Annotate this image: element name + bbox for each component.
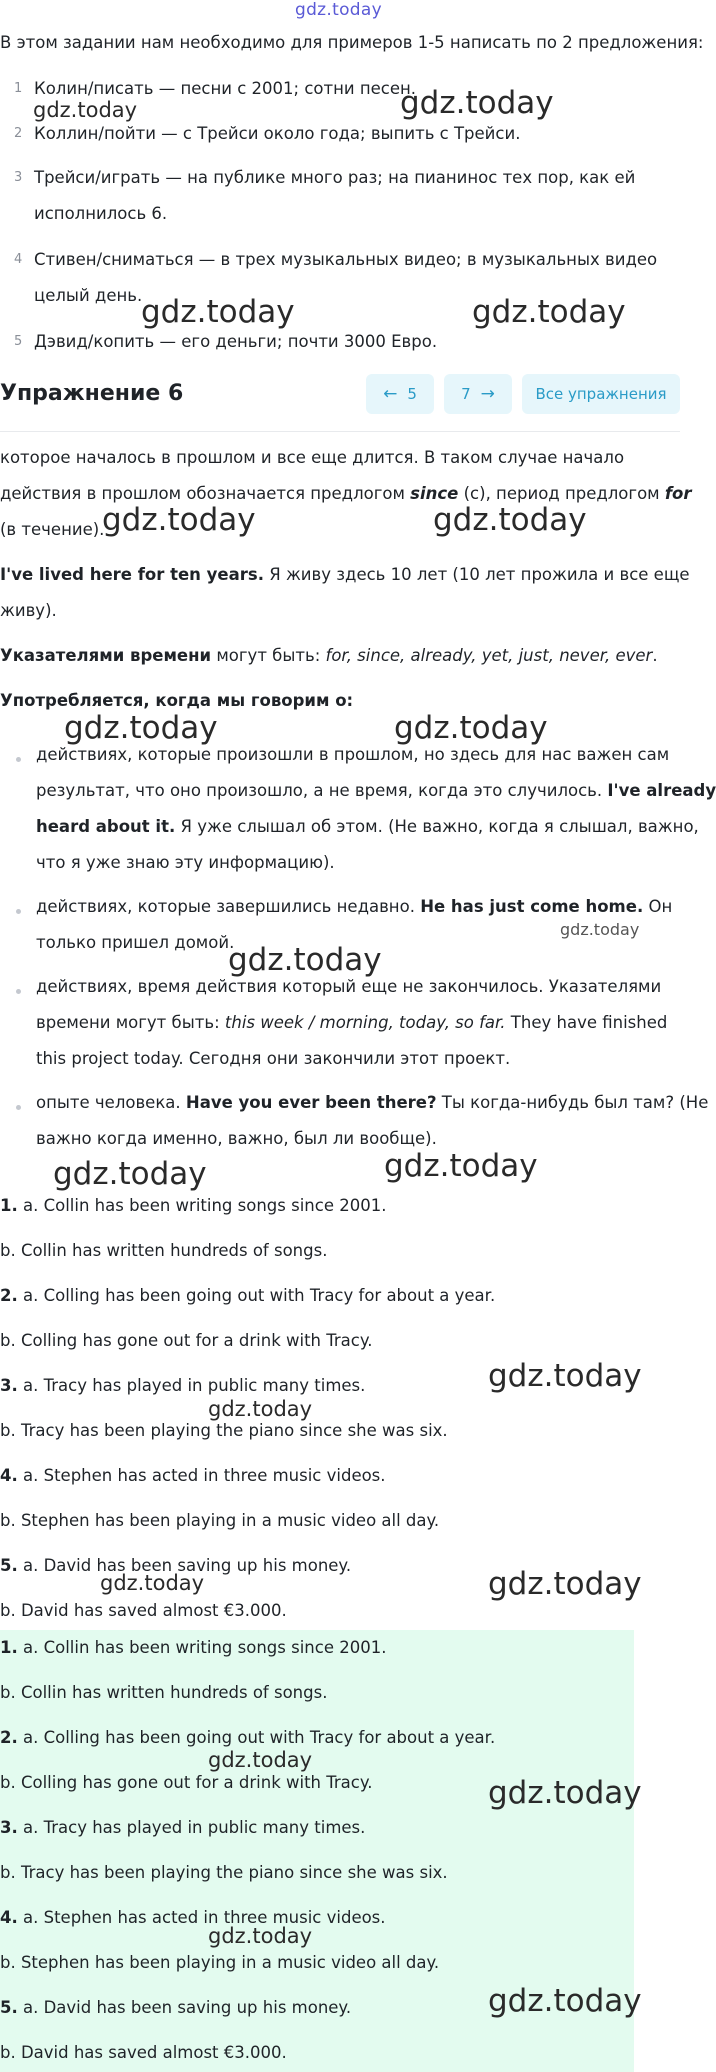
bullet-dot bbox=[16, 909, 21, 914]
answer-number: 3. bbox=[0, 1376, 18, 1395]
header-divider bbox=[0, 431, 680, 432]
keyword-for: for bbox=[664, 484, 692, 503]
answer-a: a. Collin has been writing songs since 2001. bbox=[17, 1638, 387, 1657]
answer-number: 5. bbox=[0, 1556, 18, 1575]
task-number: 5 bbox=[14, 334, 23, 349]
arrow-left-icon: ← bbox=[383, 384, 398, 404]
site-logo[interactable]: gdz.today bbox=[295, 0, 382, 20]
answer-a: a. Collin has been writing songs since 2001. bbox=[17, 1196, 387, 1215]
task-number: 3 bbox=[14, 170, 23, 185]
answer-line bbox=[0, 1376, 365, 1395]
answer-line bbox=[0, 1728, 495, 1747]
bullet-example: I've already bbox=[607, 781, 716, 800]
all-exercises-button[interactable] bbox=[522, 374, 680, 414]
bullet-text: действиях, время действия который еще не закончилось. Указателями bbox=[36, 977, 662, 996]
next-exercise-button[interactable] bbox=[444, 374, 512, 414]
answer-number: 5. bbox=[0, 1998, 18, 2017]
all-exercises-label: Все упражнения bbox=[535, 385, 667, 403]
watermark: gdz.today bbox=[100, 1571, 205, 1595]
answer-line bbox=[0, 1638, 386, 1657]
answer-a: a. David has been saving up his money. bbox=[17, 1998, 352, 2017]
watermark: gdz.today bbox=[488, 1358, 642, 1394]
bullet-text: что я уже знаю эту информацию). bbox=[36, 853, 335, 872]
answer-line: b. Tracy has been playing the piano since she was six. bbox=[0, 1421, 448, 1440]
answer-number: 2. bbox=[0, 1728, 18, 1747]
exercise-title: Упражнение 6 bbox=[0, 381, 184, 406]
bullet-text-part: Ты когда-нибудь был там? (Не bbox=[436, 1093, 709, 1112]
answer-line: b. Tracy has been playing the piano since she was six. bbox=[0, 1863, 448, 1882]
task-number: 2 bbox=[14, 126, 23, 141]
task-line: Колин/писать — песни с 2001; сотни песен. bbox=[34, 79, 417, 98]
theory-text-part: действия в прошлом обозначается предлогом bbox=[0, 484, 411, 503]
answer-a: a. Tracy has played in public many times. bbox=[17, 1818, 366, 1837]
answer-number: 4. bbox=[0, 1908, 18, 1927]
answer-line bbox=[0, 1908, 386, 1927]
watermark: gdz.today bbox=[394, 710, 548, 746]
bullet-text-part: Я уже слышал об этом. (Не важно, когда я слышал, важно, bbox=[175, 817, 699, 836]
answer-a: a. Stephen has acted in three music videos. bbox=[17, 1466, 386, 1485]
next-exercise-label: 7 bbox=[461, 385, 471, 403]
watermark: gdz.today bbox=[472, 294, 626, 330]
answer-a: a. Colling has been going out with Tracy for about a year. bbox=[17, 1728, 496, 1747]
answer-line: b. Colling has gone out for a drink with Tracy. bbox=[0, 1331, 373, 1350]
answer-a: a. David has been saving up his money. bbox=[17, 1556, 352, 1575]
bullet-text-part: действиях, которые завершились недавно. bbox=[36, 897, 421, 916]
answer-line: b. Colling has gone out for a drink with Tracy. bbox=[0, 1773, 373, 1792]
watermark: gdz.today bbox=[400, 85, 554, 121]
answer-a: a. Colling has been going out with Tracy for about a year. bbox=[17, 1286, 496, 1305]
bullet-dot bbox=[16, 989, 21, 994]
watermark: gdz.today bbox=[64, 710, 218, 746]
intro-text: В этом задании нам необходимо для примеров 1-5 написать по 2 предложения: bbox=[0, 33, 704, 52]
task-line: Коллин/пойти — с Трейси около года; выпить с Трейси. bbox=[34, 124, 521, 143]
theory-text: которое началось в прошлом и все еще длится. В таком случае начало bbox=[0, 448, 625, 467]
markers-end: . bbox=[652, 646, 658, 665]
watermark: gdz.today bbox=[208, 1924, 313, 1948]
watermark: gdz.today bbox=[488, 1566, 642, 1602]
bullet-text-part: They have finished bbox=[505, 1013, 668, 1032]
prev-exercise-label: 5 bbox=[407, 385, 417, 403]
watermark: gdz.today bbox=[208, 1748, 313, 1772]
answer-number: 4. bbox=[0, 1466, 18, 1485]
bullet-text: только пришел домой. bbox=[36, 933, 235, 952]
bullet-text-part: опыте человека. bbox=[36, 1093, 186, 1112]
markers-mid: могут быть: bbox=[211, 646, 326, 665]
answer-line: b. Stephen has been playing in a music video all day. bbox=[0, 1511, 440, 1530]
bullet-text bbox=[36, 817, 699, 836]
task-number: 1 bbox=[14, 81, 23, 96]
bullet-text bbox=[36, 897, 672, 916]
bullet-text: действиях, которые произошли в прошлом, но здесь для нас важен сам bbox=[36, 745, 670, 764]
watermark: gdz.today bbox=[228, 942, 382, 978]
watermark: gdz.today bbox=[53, 1156, 207, 1192]
bullet-text-part: Он bbox=[643, 897, 673, 916]
watermark: gdz.today bbox=[488, 1983, 642, 2019]
bullet-text bbox=[36, 1093, 708, 1112]
markers-list: for, since, already, yet, just, never, ever bbox=[325, 646, 653, 665]
watermark: gdz.today bbox=[102, 502, 256, 538]
bullet-example: heard about it. bbox=[36, 817, 176, 836]
task-line: Трейси/играть — на публике много раз; на пианинос тех пор, как ей bbox=[34, 168, 636, 187]
example-sentence bbox=[0, 565, 690, 584]
bullet-text-part: результат, что оно произошло, а не время, когда это случилось. bbox=[36, 781, 608, 800]
bullet-text bbox=[36, 781, 716, 800]
watermark: gdz.today bbox=[384, 1148, 538, 1184]
answer-a: a. Stephen has acted in three music videos. bbox=[17, 1908, 386, 1927]
markers-label: Указателями времени bbox=[0, 646, 212, 665]
watermark: gdz.today bbox=[33, 98, 138, 122]
answer-number: 2. bbox=[0, 1286, 18, 1305]
bullet-markers: this week / morning, today, so far. bbox=[224, 1013, 506, 1032]
answer-number: 1. bbox=[0, 1638, 18, 1657]
answer-line bbox=[0, 1818, 365, 1837]
answer-line bbox=[0, 1286, 495, 1305]
usage-heading bbox=[0, 691, 353, 710]
task-line: целый день. bbox=[34, 286, 143, 305]
example-sentence: живу). bbox=[0, 601, 57, 620]
watermark: gdz.today bbox=[208, 1397, 313, 1421]
answer-line: b. Stephen has been playing in a music video all day. bbox=[0, 1953, 440, 1972]
answer-number: 1. bbox=[0, 1196, 18, 1215]
bullet-example: He has just come home. bbox=[420, 897, 644, 916]
answer-line: b. David has saved almost €3.000. bbox=[0, 2043, 287, 2062]
bullet-text-part: времени могут быть: bbox=[36, 1013, 225, 1032]
answer-number: 3. bbox=[0, 1818, 18, 1837]
watermark: gdz.today bbox=[433, 502, 587, 538]
theory-text: (в течение). bbox=[0, 520, 105, 539]
bullet-example: Have you ever been there? bbox=[185, 1093, 437, 1112]
watermark: gdz.today bbox=[560, 920, 640, 939]
bullet-text: this project today. Сегодня они закончили этот проект. bbox=[36, 1049, 511, 1068]
bullet-text: важно когда именно, важно, был ли вообще). bbox=[36, 1129, 437, 1148]
answer-line: b. David has saved almost €3.000. bbox=[0, 1601, 287, 1620]
answer-a: a. Tracy has played in public many times. bbox=[17, 1376, 366, 1395]
theory-text bbox=[0, 484, 692, 503]
example-ru: Я живу здесь 10 лет (10 лет прожила и все еще bbox=[263, 565, 690, 584]
theory-text-part: (с), период предлогом bbox=[458, 484, 665, 503]
keyword-since: since bbox=[410, 484, 459, 503]
arrow-right-icon: → bbox=[480, 384, 495, 404]
watermark: gdz.today bbox=[488, 1775, 642, 1811]
task-line: исполнилось 6. bbox=[34, 204, 168, 223]
bullet-dot bbox=[16, 757, 21, 762]
answer-line: b. Collin has written hundreds of songs. bbox=[0, 1241, 328, 1260]
bullet-text bbox=[36, 1013, 667, 1032]
answer-line bbox=[0, 1466, 386, 1485]
prev-exercise-button[interactable] bbox=[366, 374, 434, 414]
task-line: Дэвид/копить — его деньги; почти 3000 Евро. bbox=[34, 332, 438, 351]
answer-line: b. Collin has written hundreds of songs. bbox=[0, 1683, 328, 1702]
answer-line bbox=[0, 1998, 351, 2017]
bullet-dot bbox=[16, 1105, 21, 1110]
example-en: I've lived here for ten years. bbox=[0, 565, 264, 584]
time-markers bbox=[0, 646, 658, 665]
usage-heading-text: Употребляется, когда мы говорим о: bbox=[0, 691, 354, 710]
answer-line bbox=[0, 1196, 386, 1215]
task-line: Стивен/сниматься — в трех музыкальных видео; в музыкальных видео bbox=[34, 250, 658, 269]
task-number: 4 bbox=[14, 252, 23, 267]
watermark: gdz.today bbox=[141, 294, 295, 330]
